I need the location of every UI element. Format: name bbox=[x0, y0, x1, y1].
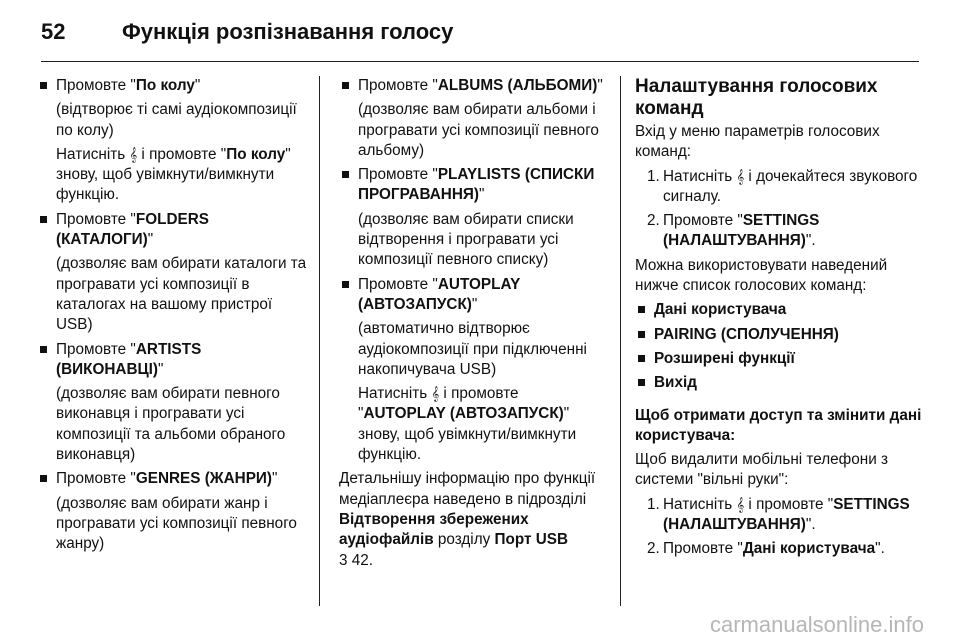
command-label: PLAYLISTS (СПИСКИ ПРОГРАВАННЯ) bbox=[358, 166, 595, 204]
section-heading: Налаштування голосових команд bbox=[635, 76, 878, 119]
reference-link[interactable]: Порт USB bbox=[494, 531, 569, 549]
bullet-playlists: Промовте "PLAYLISTS (СПИСКИ ПРОГРАВАННЯ)" (дозволяє вам обирати списки відтворення і програвати усі композиції певного списку) bbox=[339, 165, 609, 270]
page-title: Функція розпізнавання голосу bbox=[122, 19, 454, 44]
command-item: Вихід bbox=[635, 373, 925, 393]
bullet-albums: Промовте "ALBUMS (АЛЬБОМИ)" (дозволяє вам обирати альбоми і програвати усі композиції певного альбому) bbox=[339, 76, 609, 161]
command-label: ARTISTS (ВИКОНАВЦІ) bbox=[56, 340, 202, 378]
column-3 bbox=[635, 76, 925, 564]
bullet-autoplay: Промовте "AUTOPLAY (АВТОЗАПУСК)" (автоматично відтворює аудіокомпозиції при підключенні накопичувача USB) Натисніть 𝄞 і промовте "AUTOPLAY (АВТОЗАПУСК)" знову, щоб увімкнути/вимкнути функцію. bbox=[339, 275, 609, 466]
command-description: (відтворює ті самі аудіокомпозиції по колу) bbox=[56, 101, 297, 139]
command-description: (дозволяє вам обирати певного виконавця і програвати усі композиції та альбоми обраного виконавця) bbox=[56, 385, 286, 464]
voice-control-icon: 𝄞 bbox=[736, 168, 745, 184]
command-description: (автоматично відтворює аудіокомпозиції при підключенні накопичувача USB) bbox=[358, 320, 587, 378]
bullet-repeat: Промовте "По колу" (відтворює ті самі аудіокомпозиції по колу) Натисніть 𝄞 і промовте "По колу" знову, щоб увімкнути/вимкнути функцію. bbox=[37, 76, 307, 206]
bullet-square-icon bbox=[40, 346, 47, 353]
voice-control-icon: 𝄞 bbox=[431, 386, 440, 402]
command-label: По колу bbox=[135, 77, 195, 94]
command-description: (дозволяє вам обирати каталоги та програвати усі композиції в каталогах на вашому пристрої USB) bbox=[56, 255, 307, 334]
bullet-artists: Промовте "ARTISTS (ВИКОНАВЦІ)" (дозволяє вам обирати певного виконавця і програвати усі композиції та альбоми обраного виконавця) bbox=[37, 340, 307, 466]
bullet-square-icon bbox=[638, 379, 645, 386]
bullet-square-icon bbox=[40, 82, 47, 89]
voice-control-icon: 𝄞 bbox=[129, 146, 138, 162]
step-2: 2. Промовте "Дані користувача". bbox=[647, 540, 885, 558]
column-1 bbox=[37, 76, 307, 559]
command-label: GENRES (ЖАНРИ) bbox=[135, 470, 273, 488]
command-item: PAIRING (СПОЛУЧЕННЯ) bbox=[635, 325, 925, 345]
command-item: Дані користувача bbox=[635, 300, 925, 320]
cross-reference: Детальнішу інформацію про функції медіаплеєра наведено в підрозділі Відтворення збережених аудіофайлів розділу Порт USB 3 42. bbox=[339, 470, 596, 569]
command-description: (дозволяє вам обирати списки відтворення і програвати усі композиції певного списку) bbox=[358, 210, 574, 269]
page-number: 52 bbox=[41, 19, 66, 44]
step-2: 2. Промовте "SETTINGS (НАЛАШТУВАННЯ)". bbox=[647, 212, 820, 250]
voice-control-icon: 𝄞 bbox=[736, 496, 745, 512]
bullet-square-icon bbox=[40, 475, 47, 482]
bullet-folders: Промовте "FOLDERS (КАТАЛОГИ)" (дозволяє вам обирати каталоги та програвати усі композиції в каталогах на вашому пристрої USB) bbox=[37, 210, 307, 336]
reference-link[interactable]: Відтворення збережених аудіофайлів bbox=[339, 510, 529, 549]
command-description: (дозволяє вам обирати жанр і програвати усі композиції певного жанру) bbox=[56, 494, 297, 553]
bullet-square-icon bbox=[638, 306, 645, 313]
command-label: ALBUMS (АЛЬБОМИ) bbox=[437, 77, 598, 94]
page-header bbox=[0, 0, 960, 62]
command-item: Розширені функції bbox=[635, 349, 925, 369]
bullet-square-icon bbox=[638, 331, 645, 338]
watermark: carmanualsonline.info bbox=[709, 612, 924, 637]
section-intro: Вхід у меню параметрів голосових команд: bbox=[635, 123, 880, 161]
column-2 bbox=[339, 76, 609, 575]
bullet-square-icon bbox=[342, 82, 349, 89]
bullet-square-icon bbox=[342, 171, 349, 178]
bullet-square-icon bbox=[40, 216, 47, 223]
command-label: AUTOPLAY (АВТОЗАПУСК) bbox=[358, 275, 521, 313]
bullet-square-icon bbox=[638, 355, 645, 362]
bullet-genres: Промовте "GENRES (ЖАНРИ)" (дозволяє вам обирати жанр і програвати усі композиції певного жанру) bbox=[37, 469, 307, 554]
bullet-square-icon bbox=[342, 281, 349, 288]
available-commands-intro: Можна використовувати наведений нижче список голосових команд: bbox=[635, 256, 888, 295]
command-description: (дозволяє вам обирати альбоми і програвати усі композиції певного альбому) bbox=[358, 101, 599, 159]
column-divider-2 bbox=[620, 76, 621, 606]
column-divider-1 bbox=[319, 76, 320, 606]
header-divider bbox=[41, 61, 919, 62]
page-ref: 42. bbox=[347, 551, 374, 569]
step-1: 1. Натисніть 𝄞 і дочекайтеся звукового сигналу. bbox=[647, 167, 918, 205]
subsection-intro: Щоб видалити мобільні телефони з системи "вільні руки": bbox=[635, 451, 889, 489]
command-label: FOLDERS (КАТАЛОГИ) bbox=[56, 210, 209, 249]
subsection-heading: Щоб отримати доступ та змінити дані користувача: bbox=[635, 406, 922, 444]
step-1: 1. Натисніть 𝄞 і промовте "SETTINGS (НАЛАШТУВАННЯ)". bbox=[647, 495, 910, 534]
page-ref-arrow-icon: 3 bbox=[339, 551, 348, 569]
